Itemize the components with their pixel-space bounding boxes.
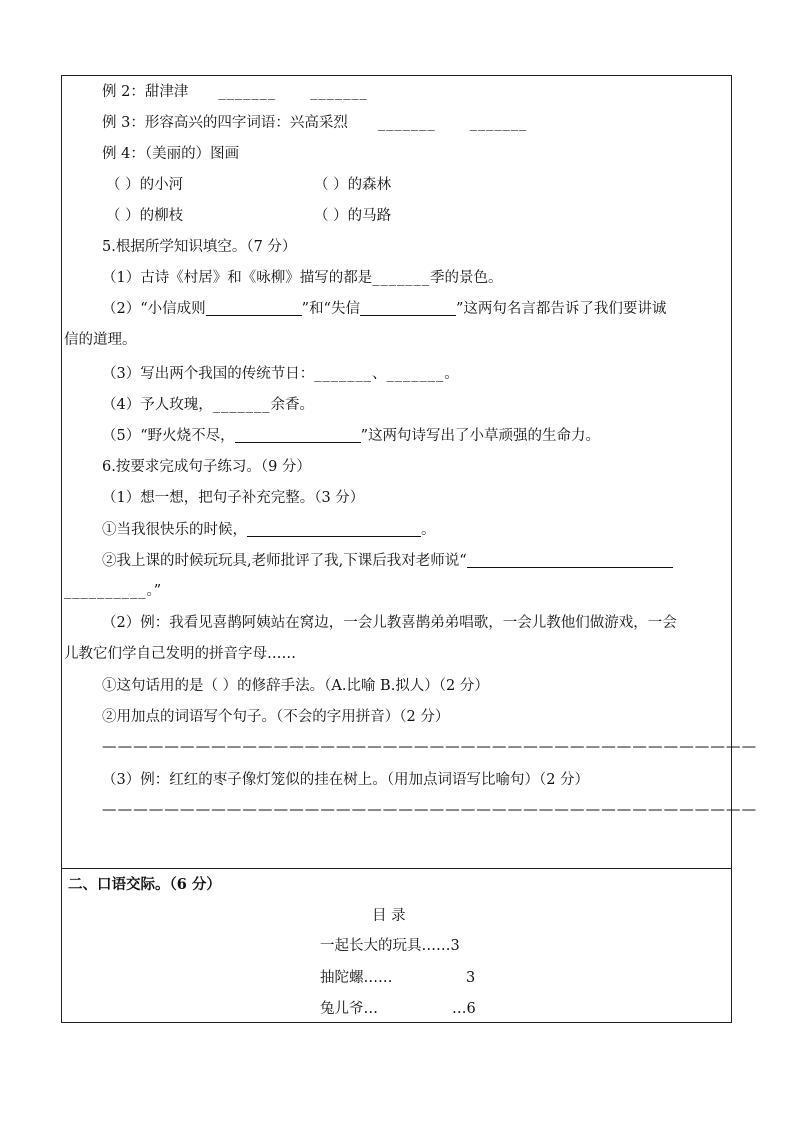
- answer-blank: [247, 520, 421, 537]
- question-text: ”和“失信: [301, 301, 360, 317]
- example-4-row2-a: （ ）的柳枝: [106, 208, 184, 224]
- question-6-2-a: ①这句话用的是（ ）的修辞手法。（A.比喻 B.拟人）（2 分）: [102, 678, 489, 694]
- question-text: （3）写出两个我国的传统节日：: [102, 366, 315, 382]
- question-6-1: （1）想一想，把句子补充完整。（3 分）: [102, 490, 365, 506]
- question-text: ”这两句名言都告诉了我们要讲诚: [455, 301, 667, 317]
- writing-line: ——————————————————————————————————————————: [102, 739, 758, 755]
- question-text: 。: [444, 366, 459, 382]
- answer-blank: [235, 426, 361, 443]
- toc-item-label: 兔儿爷…: [320, 1001, 378, 1017]
- question-6-2-example: （2）例：我看见喜鹊阿姨站在窝边，一会儿教喜鹊弟弟唱歌，一会儿教他们做游戏，一会: [102, 615, 677, 631]
- question-text: ①当我很快乐的时候，: [102, 522, 247, 538]
- question-text: （1）古诗《村居》和《咏柳》描写的都是: [102, 270, 373, 286]
- question-6-1-b: [102, 551, 673, 571]
- question-5-2-continued: 信的道理。: [64, 332, 137, 348]
- question-text: 。”: [146, 583, 162, 599]
- toc-heading: 目 录: [372, 908, 406, 924]
- answer-blank: [206, 299, 302, 316]
- question-text: （2）“小信成则: [102, 301, 206, 317]
- answer-blank: _______: [377, 115, 436, 131]
- example-4: 例 4：（美丽的）图画: [102, 146, 240, 162]
- answer-blank: [360, 299, 456, 316]
- question-6-2-example-continued: 儿教它们学自己发明的拼音字母……: [64, 646, 296, 662]
- question-text: ②我上课的时候玩玩具,老师批评了我,下课后我对老师说“: [102, 553, 467, 569]
- example-4-row1-b: （ ）的森林: [314, 177, 392, 193]
- example-3-text: 例 3：形容高兴的四字词语：兴高采烈: [102, 115, 348, 131]
- question-text: （5）“野火烧不尽，: [102, 428, 235, 444]
- question-text: 。: [421, 522, 436, 538]
- question-6-2-b: ②用加点的词语写个句子。（不会的字用拼音）（2 分）: [102, 709, 450, 725]
- question-6-3: （3）例：红红的枣子像灯笼似的挂在树上。（用加点词语写比喻句）（2 分）: [102, 772, 590, 788]
- question-5-5: [102, 426, 600, 446]
- answer-blank: _______: [469, 115, 528, 131]
- section-divider: [62, 868, 731, 869]
- toc-item-3: [320, 999, 378, 1019]
- example-3: [102, 113, 527, 133]
- toc-item-1: 一起长大的玩具……3: [320, 938, 460, 954]
- question-5-1: [102, 268, 502, 288]
- example-4-row1-a: （ ）的小河: [106, 177, 184, 193]
- toc-item-2-page: 3: [466, 970, 476, 986]
- toc-item-label: 抽陀螺……: [320, 970, 393, 986]
- question-6-1-b-continued: [64, 581, 161, 601]
- example-4-row2-b: （ ）的马路: [314, 208, 392, 224]
- question-6-title: 6.按要求完成句子练习。（9 分）: [102, 459, 311, 475]
- answer-blank: _______: [310, 84, 368, 100]
- writing-line: ——————————————————————————————————————————: [102, 802, 758, 818]
- question-text: 余香。: [270, 397, 314, 413]
- question-text: ”这两句诗写出了小草顽强的生命力。: [360, 428, 601, 444]
- answer-blank: _______: [218, 84, 277, 100]
- answer-blank: _______: [314, 366, 372, 382]
- answer-blank: __________: [64, 583, 147, 599]
- example-2-text: 例 2：甜津津: [102, 84, 189, 100]
- question-5-4: [102, 395, 314, 415]
- question-6-1-a: [102, 520, 436, 540]
- answer-blank: _______: [212, 397, 271, 413]
- question-text: （4）予人玫瑰，: [102, 397, 213, 413]
- question-5-2: [102, 299, 666, 319]
- section-2-title: 二、口语交际。（6 分）: [68, 876, 221, 893]
- answer-blank: _______: [372, 270, 430, 286]
- question-5-3: [102, 364, 459, 384]
- toc-item-2: [320, 968, 393, 988]
- example-2: [102, 82, 368, 102]
- question-text: 季的景色。: [429, 270, 503, 286]
- question-5-title: 5.根据所学知识填空。（7 分）: [102, 239, 297, 255]
- toc-item-3-page: …6: [452, 1001, 476, 1017]
- separator: 、: [371, 366, 387, 382]
- answer-blank: [467, 551, 673, 568]
- answer-blank: _______: [386, 366, 445, 382]
- worksheet-table: [61, 75, 758, 1023]
